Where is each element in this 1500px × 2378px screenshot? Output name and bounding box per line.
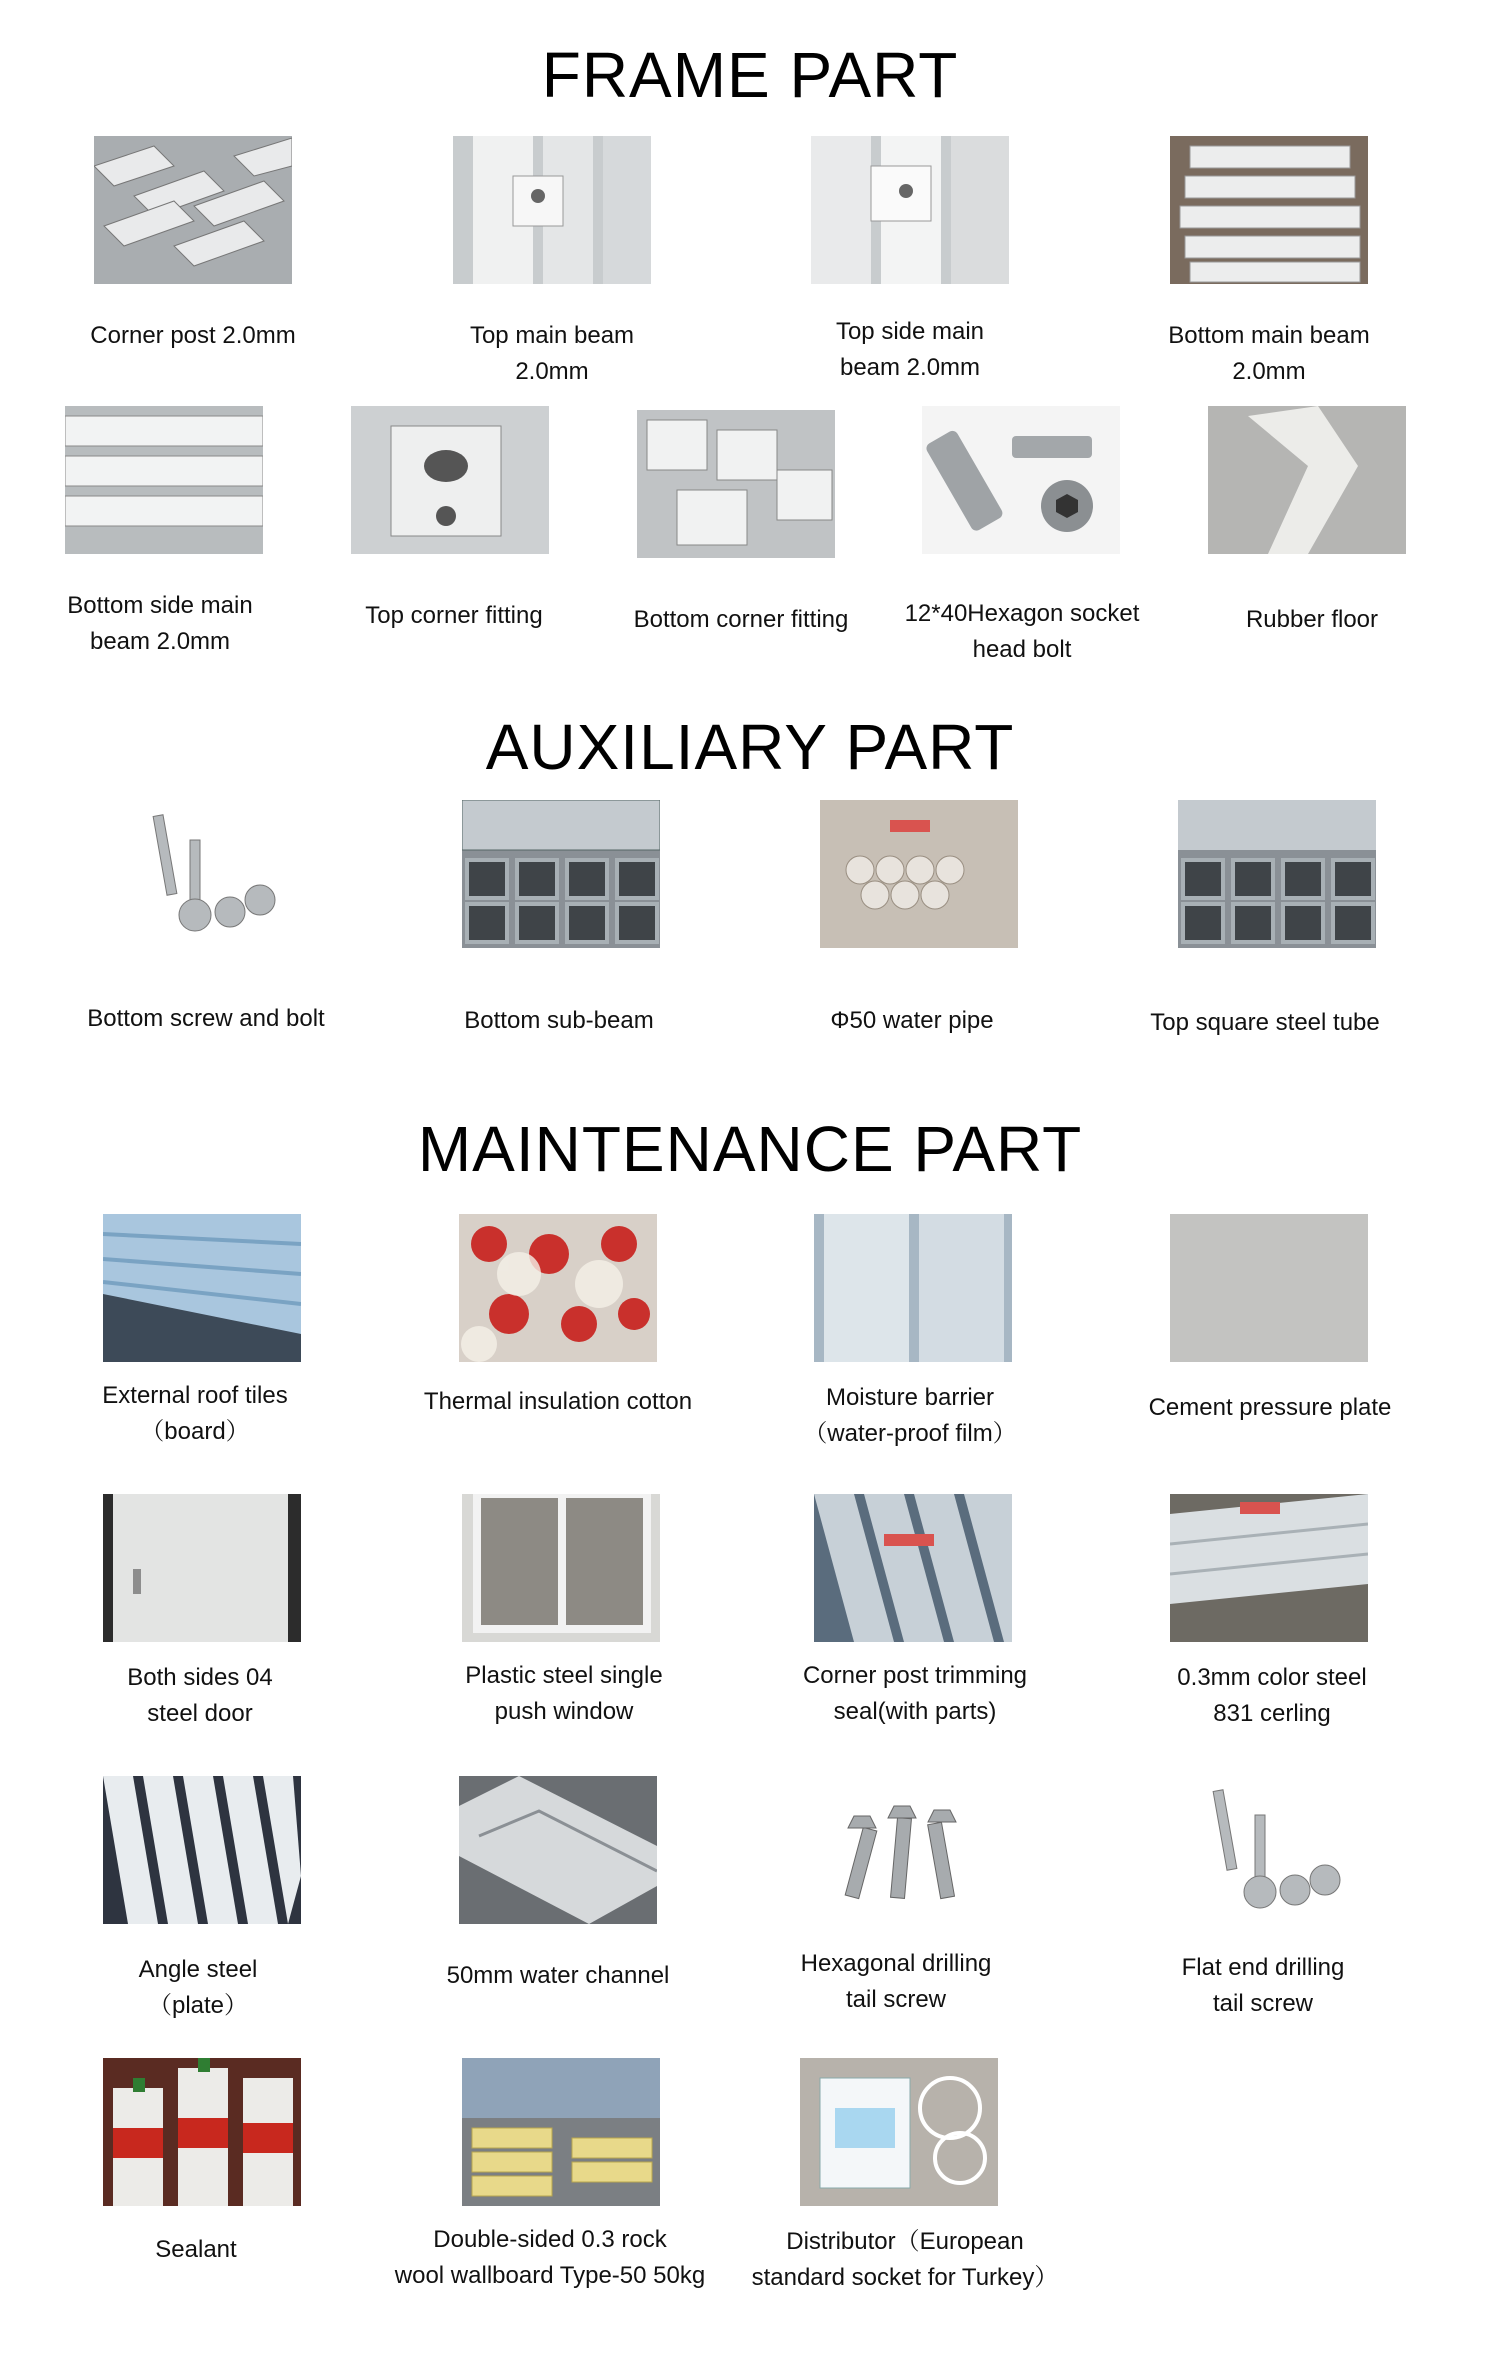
angle-steel-plate-label: Angle steel （plate）	[138, 1956, 258, 2019]
flat-end-drill-screw-label: Flat end drilling tail screw	[1181, 1954, 1345, 2017]
water-pipe-photo	[820, 800, 1018, 948]
bottom-sub-beam-label: Bottom sub-beam	[464, 1007, 654, 1034]
top-square-steel-tube-photo	[1178, 800, 1376, 948]
hex-drill-screw-photo	[814, 1788, 1012, 1936]
water-channel-label: 50mm water channel	[446, 1962, 670, 1989]
bottom-side-main-beam-photo	[65, 406, 263, 554]
cement-plate-photo	[1170, 1214, 1368, 1362]
window-label: Plastic steel single push window	[465, 1662, 663, 1725]
water-channel-photo	[459, 1776, 657, 1924]
socket-bolt-photo	[922, 406, 1120, 554]
top-side-main-beam-photo	[811, 136, 1009, 284]
water-pipe-label: Φ50 water pipe	[830, 1007, 994, 1034]
roof-tile-photo	[103, 1214, 301, 1362]
bottom-corner-fitting-label: Bottom corner fitting	[633, 606, 849, 633]
bottom-screw-bolt-label: Bottom screw and bolt	[87, 1005, 325, 1032]
ceiling-panel-photo	[1170, 1494, 1368, 1642]
cement-plate-label: Cement pressure plate	[1148, 1394, 1392, 1421]
flat-end-drill-screw-photo	[1180, 1780, 1378, 1928]
rubber-floor-label: Rubber floor	[1245, 606, 1379, 633]
angle-steel-plate-photo	[103, 1776, 301, 1924]
moisture-barrier-photo	[814, 1214, 1012, 1362]
ceiling-panel-label: 0.3mm color steel 831 cerling	[1177, 1664, 1367, 1727]
distributor-photo	[800, 2058, 998, 2206]
top-main-beam-photo	[453, 136, 651, 284]
roof-tile-label: External roof tiles （board）	[102, 1382, 288, 1445]
hex-drill-screw-label: Hexagonal drilling tail screw	[800, 1950, 992, 2013]
wallboard-photo	[462, 2058, 660, 2206]
sealant-photo	[103, 2058, 301, 2206]
steel-door-photo	[103, 1494, 301, 1642]
rubber-floor-photo	[1208, 406, 1406, 554]
bottom-side-main-beam-label: Bottom side main beam 2.0mm	[67, 592, 253, 655]
top-corner-fitting-label: Top corner fitting	[365, 602, 543, 629]
insulation-label: Thermal insulation cotton	[423, 1388, 693, 1415]
corner-post-photo	[94, 136, 292, 284]
socket-bolt-label: 12*40Hexagon socket head bolt	[904, 600, 1140, 663]
window-photo	[462, 1494, 660, 1642]
top-side-main-beam-label: Top side main beam 2.0mm	[835, 318, 985, 381]
steel-door-label: Both sides 04 steel door	[127, 1664, 273, 1727]
corner-post-trim-photo	[814, 1494, 1012, 1642]
bottom-sub-beam-photo	[462, 800, 660, 948]
auxiliary-part-heading: AUXILIARY PART	[485, 711, 1015, 783]
distributor-label: Distributor（European standard socket for Turkey）	[751, 2228, 1059, 2291]
bottom-main-beam-label: Bottom main beam 2.0mm	[1168, 322, 1370, 385]
wallboard-label: Double-sided 0.3 rock wool wallboard Type-50 50kg	[394, 2226, 706, 2289]
insulation-photo	[459, 1214, 657, 1362]
bottom-main-beam-photo	[1170, 136, 1368, 284]
corner-post-trim-label: Corner post trimming seal(with parts)	[802, 1662, 1028, 1725]
maintenance-part-heading: MAINTENANCE PART	[417, 1113, 1083, 1185]
bottom-corner-fitting-photo	[637, 410, 835, 558]
frame-part-heading: FRAME PART	[541, 39, 959, 111]
sealant-label: Sealant	[155, 2236, 237, 2263]
top-corner-fitting-photo	[351, 406, 549, 554]
top-main-beam-label: Top main beam 2.0mm	[469, 322, 635, 385]
top-square-steel-tube-label: Top square steel tube	[1150, 1009, 1380, 1036]
bottom-screw-bolt-photo	[120, 800, 318, 948]
moisture-barrier-label: Moisture barrier （water-proof film）	[803, 1384, 1017, 1447]
corner-post-label: Corner post 2.0mm	[90, 322, 296, 349]
